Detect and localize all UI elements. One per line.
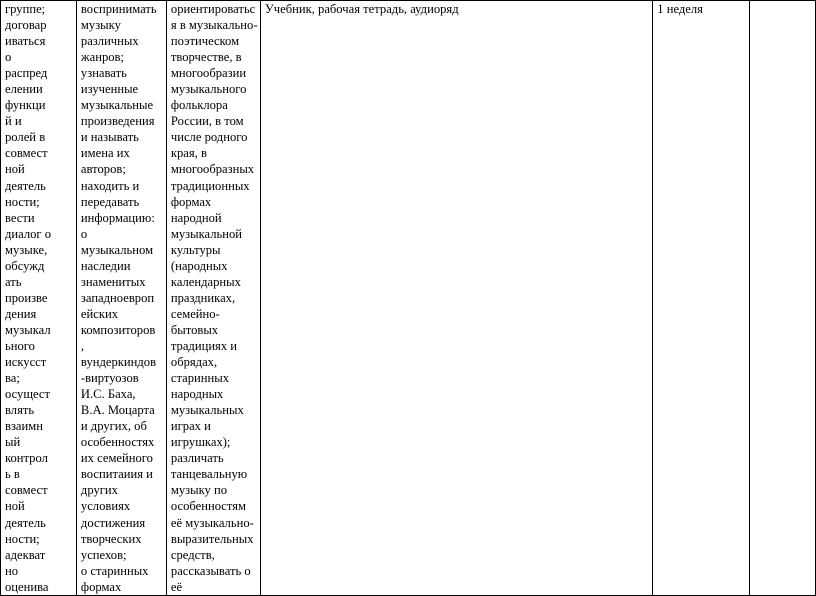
text-line: И.С. Баха,: [80, 387, 136, 402]
text-line: совмест: [5, 483, 48, 498]
timeframe-text: 1 неделя: [657, 2, 703, 16]
col1-text: [5, 1, 74, 595]
text-line: вести: [5, 210, 35, 225]
text-line: ый: [5, 435, 21, 450]
text-line: договар: [5, 18, 47, 33]
cell-empty: [750, 1, 816, 596]
text-line: народной: [170, 210, 222, 225]
text-line: праздниках,: [170, 290, 236, 305]
cell-timeframe: [653, 1, 750, 596]
text-line: находить и: [80, 178, 140, 193]
text-line: рассказывать о: [170, 563, 251, 578]
text-line: календарных: [170, 274, 241, 289]
text-line: музыке,: [5, 242, 48, 257]
text-line: формах: [170, 194, 212, 209]
text-line: творчестве, в: [170, 50, 242, 65]
text-line: осущест: [5, 387, 51, 402]
text-line: В.А. Моцарта: [80, 403, 155, 418]
text-line: вундеркиндов: [80, 355, 157, 370]
text-line: информацию:: [80, 210, 155, 225]
cell-communicative-actions: [1, 1, 77, 596]
text-line: иваться: [5, 34, 46, 49]
text-line: традициях и: [170, 338, 238, 353]
text-line: фольклора: [170, 98, 228, 113]
text-line: западноевроп: [80, 290, 155, 305]
text-line: России, в том: [170, 114, 244, 129]
text-line: воспринимать: [80, 2, 157, 16]
text-line: наследии: [80, 258, 131, 273]
text-line: о старинных: [80, 563, 149, 578]
col3-text: [171, 1, 258, 595]
text-line: я в музыкально-: [170, 18, 258, 33]
text-line: знаменитых: [80, 274, 146, 289]
text-line: но: [5, 563, 19, 578]
text-line: деятель: [5, 178, 46, 193]
text-line: контрол: [5, 451, 48, 466]
text-line: группе;: [5, 2, 46, 16]
text-line: танцевальную: [170, 467, 248, 482]
text-line: (народных: [170, 258, 228, 273]
text-line: многообразии: [170, 66, 247, 81]
text-line: особенностях: [80, 435, 155, 450]
text-line: ва;: [5, 371, 20, 386]
text-line: ной: [5, 499, 25, 514]
text-line: народных: [170, 387, 224, 402]
text-line: воспитаиия и: [80, 467, 153, 482]
text-line: культуры: [170, 242, 221, 257]
text-line: различать: [170, 451, 224, 466]
text-line: -виртуозов: [80, 371, 139, 386]
text-line: ориентироватьс: [170, 2, 256, 16]
text-line: й и: [5, 114, 22, 129]
table-row: [1, 1, 816, 596]
text-line: музыкального: [170, 82, 247, 97]
text-line: её музыкально-: [170, 515, 254, 530]
text-line: распред: [5, 66, 48, 81]
text-line: произведения: [80, 114, 155, 129]
text-line: музыку по: [170, 483, 228, 498]
text-line: жанров;: [80, 50, 124, 65]
text-line: ь в: [5, 467, 20, 482]
text-line: влять: [5, 403, 35, 418]
text-line: функци: [5, 98, 46, 113]
cell-materials: [260, 1, 652, 596]
text-line: особенностям: [170, 499, 246, 514]
text-line: музыкальной: [170, 226, 243, 241]
text-line: ролей в: [5, 130, 46, 145]
text-line: ной: [5, 162, 25, 177]
text-line: числе родного: [170, 130, 248, 145]
col2-text: [81, 1, 164, 595]
text-line: игрушках);: [170, 435, 231, 450]
text-line: ности;: [5, 531, 40, 546]
text-line: оценива: [5, 579, 49, 594]
text-line: искусст: [5, 355, 47, 370]
text-line: елении: [5, 82, 43, 97]
text-line: музыкальные: [80, 98, 154, 113]
text-line: различных: [80, 34, 139, 49]
text-line: формах: [80, 579, 122, 594]
text-line: ,: [80, 338, 85, 353]
text-line: семейно-: [170, 306, 220, 321]
text-line: узнавать: [80, 66, 127, 81]
text-line: ности;: [5, 194, 40, 209]
text-line: достижения: [80, 515, 146, 530]
text-line: традиционных: [170, 178, 250, 193]
text-line: произве: [5, 290, 48, 305]
text-line: успехов;: [80, 547, 127, 562]
text-line: средств,: [170, 547, 215, 562]
text-line: диалог о: [5, 226, 52, 241]
text-line: изученные: [80, 82, 139, 97]
text-line: других: [80, 483, 118, 498]
text-line: и называть: [80, 130, 139, 145]
text-line: выразительных: [170, 531, 254, 546]
text-line: ейских: [80, 306, 118, 321]
cell-subject-results: [76, 1, 166, 596]
text-line: ьного: [5, 338, 35, 353]
text-line: старинных: [170, 371, 230, 386]
text-line: и других, об: [80, 419, 147, 434]
text-line: многообразных: [170, 162, 255, 177]
text-line: поэтическом: [170, 34, 240, 49]
text-line: играх и: [170, 419, 211, 434]
text-line: имена их: [80, 146, 130, 161]
text-line: бытовых: [170, 322, 219, 337]
text-line: музыкальных: [170, 403, 244, 418]
text-line: края, в: [170, 146, 207, 161]
text-line: передавать: [80, 194, 140, 209]
text-line: их семейного: [80, 451, 153, 466]
text-line: о: [5, 50, 12, 65]
text-line: о: [80, 226, 88, 241]
text-line: ать: [5, 274, 22, 289]
text-line: музыкальном: [80, 242, 154, 257]
text-line: деятель: [5, 515, 46, 530]
text-line: музыкал: [5, 322, 51, 337]
text-line: музыку: [80, 18, 121, 33]
cell-orientation-results: [166, 1, 260, 596]
text-line: творческих: [80, 531, 142, 546]
text-line: обсужд: [5, 258, 45, 273]
materials-text: Учебник, рабочая тетрадь, аудиоряд: [264, 2, 459, 16]
text-line: обрядах,: [170, 355, 218, 370]
text-line: её: [170, 579, 183, 594]
text-line: дения: [5, 306, 37, 321]
text-line: взаимн: [5, 419, 43, 434]
text-line: авторов;: [80, 162, 126, 177]
text-line: условиях: [80, 499, 131, 514]
text-line: композиторов: [80, 322, 156, 337]
text-line: адекват: [5, 547, 46, 562]
text-line: совмест: [5, 146, 48, 161]
